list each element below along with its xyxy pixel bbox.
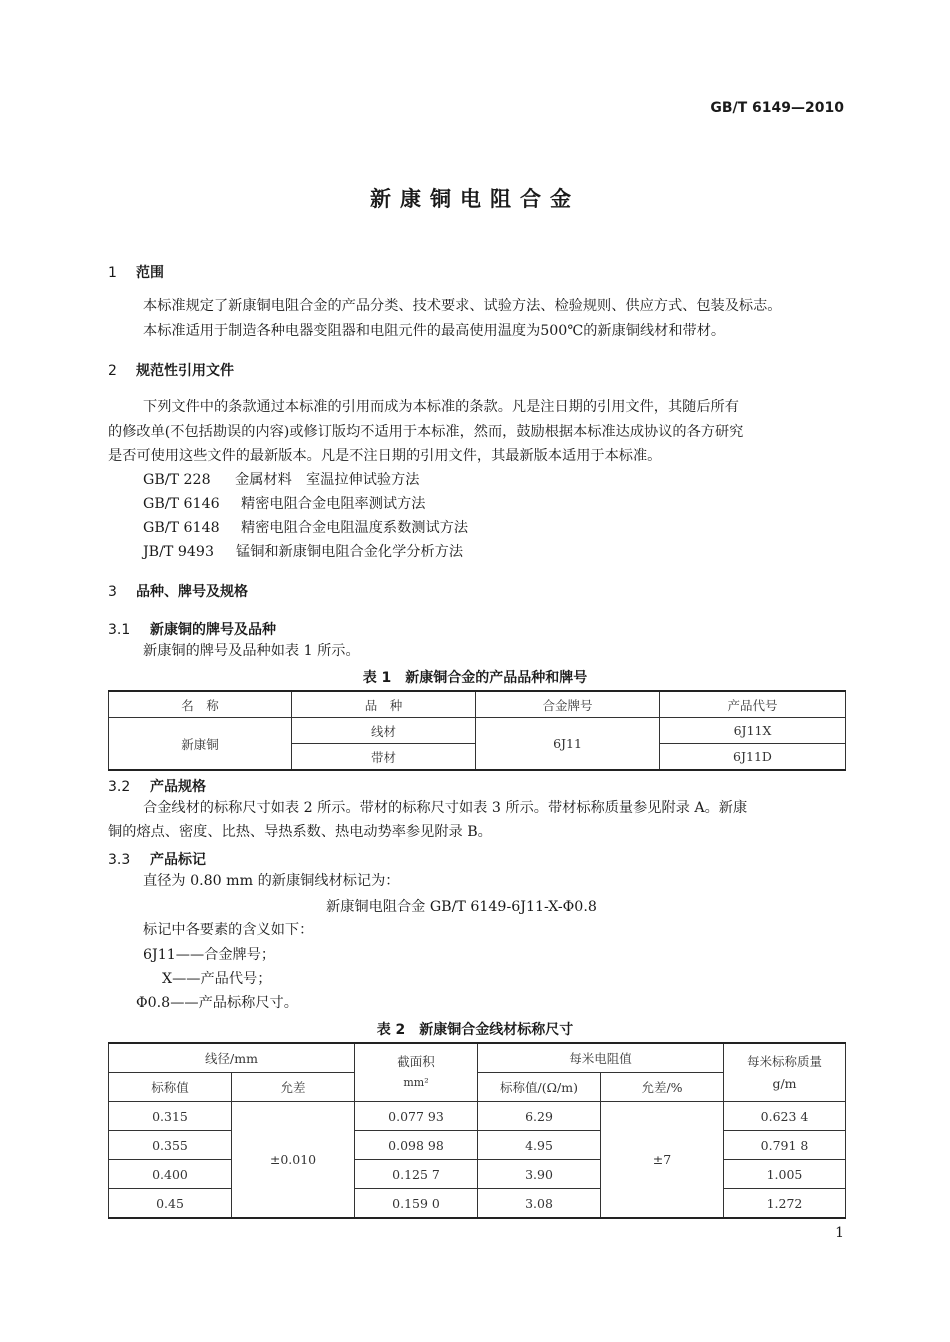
header-unit: mm²	[403, 1076, 429, 1089]
reference-item	[143, 492, 425, 516]
table-cell: 1.272	[724, 1189, 846, 1219]
paragraph: 新康铜的牌号及品种如表 1 所示。	[143, 643, 360, 659]
table-header	[355, 1043, 478, 1102]
table-1-caption: 表 1 新康铜合金的产品品种和牌号	[362, 670, 588, 686]
reference-name: 精密电阻合金电阻温度系数测试方法	[241, 520, 469, 536]
section-title: 规范性引用文件	[136, 363, 234, 379]
section-title: 产品标记	[150, 852, 206, 868]
paragraph: 直径为 0.80 mm 的新康铜线材标记为：	[143, 873, 400, 889]
table-cell: 0.791 8	[724, 1131, 846, 1160]
reference-code: GB/T 6146	[143, 496, 220, 512]
document-title: 新康铜电阻合金	[370, 187, 580, 211]
mark-element: Φ0.8——产品标称尺寸。	[136, 995, 298, 1011]
table-cell: 3.90	[478, 1160, 601, 1189]
table-cell: 0.159 0	[355, 1189, 478, 1219]
reference-code: GB/T 6148	[143, 520, 220, 536]
table-cell: 6J11D	[660, 744, 846, 771]
table-cell: 1.005	[724, 1160, 846, 1189]
table-header: 品 种	[292, 691, 476, 718]
table-header: 合金牌号	[476, 691, 660, 718]
standard-number: GB/T 6149—2010	[710, 100, 844, 116]
table-1	[108, 690, 846, 771]
table-cell: 4.95	[478, 1131, 601, 1160]
table-cell: 0.623 4	[724, 1102, 846, 1131]
reference-code: JB/T 9493	[143, 544, 214, 560]
reference-item	[143, 516, 468, 540]
section-number: 3.3	[108, 852, 131, 868]
reference-item	[143, 468, 419, 492]
paragraph: 本标准适用于制造各种电器变阻器和电阻元件的最高使用温度为500℃的新康铜线材和带材。	[143, 323, 726, 339]
reference-name: 锰铜和新康铜电阻合金化学分析方法	[236, 544, 464, 560]
paragraph: 本标准规定了新康铜电阻合金的产品分类、技术要求、试验方法、检验规则、供应方式、包装及标志。	[143, 298, 782, 314]
table-header: 每米电阻值	[478, 1043, 724, 1073]
table-cell: 0.125 7	[355, 1160, 478, 1189]
header-text: 每米标称质量	[746, 1053, 822, 1069]
table-header: 名 称	[109, 691, 292, 718]
table-cell: 线材	[292, 718, 476, 744]
table-header: 允差/%	[601, 1073, 724, 1102]
paragraph: 的修改单(不包括勘误的内容)或修订版均不适用于本标准，然而，鼓励根据本标准达成协议的各方研究	[108, 424, 744, 440]
table-cell: 0.355	[109, 1131, 232, 1160]
paragraph: 标记中各要素的含义如下：	[143, 922, 314, 938]
table-header: 产品代号	[660, 691, 846, 718]
section-title: 范围	[136, 265, 164, 281]
header-unit: g/m	[772, 1075, 797, 1091]
section-title: 产品规格	[150, 779, 206, 795]
section-2-heading	[108, 360, 234, 380]
section-title: 新康铜的牌号及品种	[150, 622, 276, 638]
section-1-heading	[108, 262, 164, 282]
table-cell: 0.098 98	[355, 1131, 478, 1160]
reference-name: 精密电阻合金电阻率测试方法	[241, 496, 426, 512]
section-3-heading	[108, 581, 248, 601]
table-cell: 0.077 93	[355, 1102, 478, 1131]
section-3-3-heading	[108, 849, 206, 869]
mark-element: X——产品代号；	[162, 971, 272, 987]
table-cell: 新康铜	[109, 718, 292, 771]
section-number: 2	[108, 363, 117, 379]
section-number: 3	[108, 584, 117, 600]
table-header: 标称值/(Ω/m)	[478, 1073, 601, 1102]
page-number: 1	[835, 1225, 844, 1241]
table-2	[108, 1042, 846, 1219]
product-mark: 新康铜电阻合金 GB/T 6149-6J11-X-Φ0.8	[326, 899, 597, 915]
table-cell: 0.400	[109, 1160, 232, 1189]
paragraph: 是否可使用这些文件的最新版本。凡是不注日期的引用文件，其最新版本适用于本标准。	[108, 448, 662, 464]
section-number: 3.2	[108, 779, 131, 795]
table-cell: 3.08	[478, 1189, 601, 1219]
table-cell: 0.45	[109, 1189, 232, 1219]
table-header: 标称值	[109, 1073, 232, 1102]
table-header: 线径/mm	[109, 1043, 355, 1073]
mark-element: 6J11——合金牌号；	[143, 947, 276, 963]
table-cell: ±7	[601, 1102, 724, 1219]
table-header	[724, 1043, 846, 1102]
paragraph: 下列文件中的条款通过本标准的引用而成为本标准的条款。凡是注日期的引用文件，其随后所有	[143, 399, 739, 415]
table-2-caption: 表 2 新康铜合金线材标称尺寸	[376, 1022, 574, 1038]
table-cell: 6J11	[476, 718, 660, 771]
header-text: 截面积	[397, 1054, 435, 1069]
table-header: 允差	[232, 1073, 355, 1102]
table-cell: 带材	[292, 744, 476, 771]
reference-code: GB/T 228	[143, 472, 211, 488]
paragraph: 合金线材的标称尺寸如表 2 所示。带材的标称尺寸如表 3 所示。带材标称质量参见附录 A。新康	[143, 800, 748, 816]
table-cell: 6.29	[478, 1102, 601, 1131]
section-number: 1	[108, 265, 117, 281]
section-3-2-heading	[108, 776, 206, 796]
paragraph: 铜的熔点、密度、比热、导热系数、热电动势率参见附录 B。	[108, 824, 492, 840]
table-cell: ±0.010	[232, 1102, 355, 1219]
reference-item	[143, 540, 463, 564]
reference-name: 金属材料 室温拉伸试验方法	[235, 472, 420, 488]
section-title: 品种、牌号及规格	[136, 584, 248, 600]
table-cell: 0.315	[109, 1102, 232, 1131]
table-cell: 6J11X	[660, 718, 846, 744]
section-number: 3.1	[108, 622, 131, 638]
section-3-1-heading	[108, 619, 276, 639]
